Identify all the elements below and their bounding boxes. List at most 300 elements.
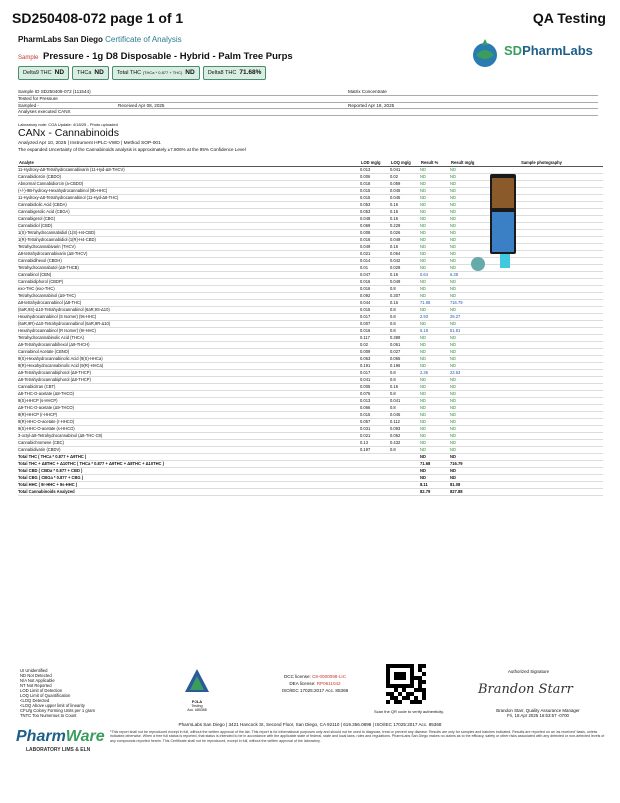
lab-address: PharmLabs San Diego | 3421 Hancock St, Second Floor, San Diego, CA 92110 | 619.356.0898 | ISO/IEC 17025:2017 Acc. 85368 (178, 722, 442, 727)
result-pct: 2.36 (420, 370, 450, 377)
result-mg: 6.38 (450, 272, 480, 279)
pjla-sub: Testing (191, 704, 203, 708)
total-pct: 82.79 (420, 489, 450, 496)
lod-value: 0.021 (360, 251, 390, 258)
total-pct: ND (420, 454, 450, 461)
analyte-name: Cannabicitran (CBT) (18, 384, 360, 391)
legend-item: NT Not Reported (20, 683, 52, 688)
lod-value: 0.015 (360, 412, 390, 419)
lod-value: 0.006 (360, 174, 390, 181)
sample-name (18, 51, 293, 62)
legend-item: TNTC Too Numerous to Count (20, 713, 77, 718)
sample-name-text: Pressure - 1g D8 Disposable - Hybrid - Palm Tree Purps (42, 51, 293, 62)
lod-value: 0.01 (360, 265, 390, 272)
sampled: Sampled - (18, 102, 39, 108)
lod-value: 0.117 (360, 335, 390, 342)
lod-value: 0.015 (360, 188, 390, 195)
lod-value: 0.066 (360, 405, 390, 412)
result-pct: ND (420, 405, 450, 412)
analyte-name: 9(S)-HHCP (s-HHCP) (18, 398, 360, 405)
photo-cell (480, 293, 603, 300)
analyte-name: 3-octyl-Δ8-Tetrahydrocannabinol (Δ8-THC-C8) (18, 433, 360, 440)
lod-value: 0.021 (360, 433, 390, 440)
result-pct: ND (420, 321, 450, 328)
result-pct: ND (420, 307, 450, 314)
loq-value: 0.064 (390, 251, 420, 258)
photo-cell (480, 426, 603, 433)
photo-cell (480, 307, 603, 314)
table-row (18, 426, 603, 433)
analyte-name: Cannabidivarin (CBDV) (18, 447, 360, 454)
result-mg: ND (450, 384, 480, 391)
result-mg: ND (450, 230, 480, 237)
loq-value: 0.16 (390, 202, 420, 209)
photo-cell (480, 419, 603, 426)
total-name: Total THC + Δ8THC + Δ10THC ( THCa * 0.877 + Δ9THC + Δ8THC + Δ10THC ) (18, 461, 420, 468)
analyte-name: 11-Hydroxy-Δ8-Tetrahydrocannabivarin (11-Hyd-Δ8-THCV) (18, 167, 360, 174)
result-mg: 29.27 (450, 314, 480, 321)
lod-value: 0.076 (360, 391, 390, 398)
table-row (18, 356, 603, 363)
result-pct: ND (420, 209, 450, 216)
analyte-name: Δ9-THC-O-acetate (Δ9-THCO) (18, 405, 360, 412)
badge-total-thc (112, 66, 200, 80)
result-pct: ND (420, 174, 450, 181)
photo-cell (480, 279, 603, 286)
table-row (18, 405, 603, 412)
result-mg: ND (450, 216, 480, 223)
dcc-license: C8-0000098-LIC (312, 674, 347, 679)
lod-value: 0.015 (360, 195, 390, 202)
photo-cell (480, 475, 603, 482)
loq-value: 0.045 (390, 195, 420, 202)
result-pct: ND (420, 265, 450, 272)
badge-label: Delta9 THC (23, 70, 52, 76)
col-photo: Sample photography (480, 155, 603, 167)
photo-cell (480, 342, 603, 349)
table-row (18, 307, 603, 314)
result-mg: 23.63 (450, 370, 480, 377)
photo-cell (480, 468, 603, 475)
result-mg: ND (450, 279, 480, 286)
qr-code[interactable] (386, 664, 426, 704)
result-mg: ND (450, 174, 480, 181)
analyte-name: 1(S)-Tetrahydrocannabidiol (1(S)-H4-CBD) (18, 230, 360, 237)
result-mg: ND (450, 342, 480, 349)
table-row (18, 314, 603, 321)
result-pct: ND (420, 363, 450, 370)
photo-cell (480, 300, 603, 307)
analyte-name: Hexahydrocannabinol (S Isomer) (9s-HHC) (18, 314, 360, 321)
result-pct: ND (420, 167, 450, 174)
analyte-name: Cannabidiphorol (CBDP) (18, 279, 360, 286)
result-pct: ND (420, 195, 450, 202)
pharmware-logo-a: Pharm (16, 728, 66, 745)
loq-value: 0.16 (390, 300, 420, 307)
analyte-name: Cannabigerol (CBG) (18, 216, 360, 223)
lod-value: 0.016 (360, 286, 390, 293)
result-mg: ND (450, 258, 480, 265)
legend-item: LOD Limit of Detection (20, 688, 63, 693)
col-result-mg: Result mg/g (450, 155, 480, 167)
table-row (18, 321, 603, 328)
loq-value: 0.8 (390, 286, 420, 293)
loq-value: 0.029 (390, 265, 420, 272)
result-pct: ND (420, 419, 450, 426)
photo-cell (480, 328, 603, 335)
total-name: Total Cannabinoids Analyzed (18, 489, 420, 496)
total-mg: 716.79 (450, 461, 480, 468)
badge-thca (72, 66, 109, 80)
table-row (18, 335, 603, 342)
result-pct: ND (420, 377, 450, 384)
analyte-name: 9(R)-HHCP (r-HHCP) (18, 412, 360, 419)
lod-value: 0.017 (360, 370, 390, 377)
badge-delta8-thc (203, 66, 267, 80)
loq-value: 0.196 (390, 363, 420, 370)
result-mg: ND (450, 188, 480, 195)
analyte-name: (6aR,9R)-Δ10-Tetrahydrocannabinol (6aR,9R-Δ10) (18, 321, 360, 328)
badge-value: 71.68% (239, 69, 262, 76)
analyte-name: Cannabinol Acetate (CBNO) (18, 349, 360, 356)
analyte-name: (6aR,9S)-Δ10-Tetrahydrocannabinol (6aR,9S-Δ10) (18, 307, 360, 314)
lod-value: 0.053 (360, 202, 390, 209)
analyte-name: Tetrahydrocannabutol (Δ9-THCB) (18, 265, 360, 272)
photo-cell (480, 335, 603, 342)
matrix: Matrix Concentrate (348, 89, 387, 94)
globe-leaf-icon (468, 37, 502, 69)
analyte-name: Tetrahydrocannabinol (Δ9-THC) (18, 293, 360, 300)
total-pct: 8.11 (420, 482, 450, 489)
result-mg: ND (450, 202, 480, 209)
analyte-name: Δ8-tetrahydrocannabinol (Δ8-THC) (18, 300, 360, 307)
table-row (18, 412, 603, 419)
result-pct: ND (420, 237, 450, 244)
license-block (270, 673, 360, 694)
table-row (18, 419, 603, 426)
pharmware-sub: LABORATORY LIMS & ELN (26, 747, 91, 753)
loq-value: 0.065 (390, 356, 420, 363)
loq-value: 0.16 (390, 209, 420, 216)
loq-value: 0.8 (390, 370, 420, 377)
result-mg: ND (450, 356, 480, 363)
report-code: SD250408-072 page 1 of 1 (12, 10, 184, 26)
lod-value: 0.015 (360, 307, 390, 314)
lod-value: 0.041 (360, 377, 390, 384)
lod-value: 0.02 (360, 342, 390, 349)
pjla-triangle-icon (184, 668, 210, 694)
photo-cell (480, 377, 603, 384)
table-row (18, 370, 603, 377)
table-row (18, 293, 603, 300)
total-name: Total CBG ( CBGa * 0.877 + CBG ) (18, 475, 420, 482)
result-mg: ND (450, 195, 480, 202)
result-mg: ND (450, 412, 480, 419)
photo-cell (480, 447, 603, 454)
result-pct: ND (420, 258, 450, 265)
result-mg: ND (450, 265, 480, 272)
table-row (18, 433, 603, 440)
product-photo-image (470, 164, 528, 274)
loq-value: 0.8 (390, 321, 420, 328)
lod-value: 0.007 (360, 321, 390, 328)
photo-cell (480, 370, 603, 377)
dea-license: RP0611042 (316, 681, 341, 686)
col-lod: LOD mg/g (360, 155, 390, 167)
photo-cell (480, 384, 603, 391)
tested-for: Tested for Pressure (18, 95, 58, 101)
lod-value: 0.018 (360, 181, 390, 188)
disclaimer: *This report shall not be reproduced except in full, without the written approval of the lab. This report is for informational purposes only and should not be used to diagnose, treat or prevent any disease. Results are only for samples and batches indicated. Results are reported on an 'as received' basis, unless indicated otherwise. When a free full status is reported, that status is intended to be in accordance with the applicable state of federal, state and local laws, rules and regulations. PharmLabs San Diego makes no claims as to the efficacy, safety or other risks associated with any detected or non-detected levels of any compounds reported herein. This Certificate shall not be reproduced, except in full, without the written approval of the laboratory. (110, 730, 605, 743)
loq-value: 0.16 (390, 244, 420, 251)
result-mg: ND (450, 335, 480, 342)
total-row (18, 482, 603, 489)
uncertainty-line: The expanded Uncertainty of the Cannabinoids analysis is approximately ±7.806% at the 95% Confidence Level (18, 147, 246, 152)
result-mg: ND (450, 307, 480, 314)
analyte-name: Cannabidihexol (CBDH) (18, 258, 360, 265)
result-pct: ND (420, 426, 450, 433)
lod-value: 0.092 (360, 293, 390, 300)
result-mg: ND (450, 349, 480, 356)
result-mg: ND (450, 286, 480, 293)
badge-sub: (THCa * 0.877 + THC) (142, 70, 183, 75)
lod-value: 0.049 (360, 244, 390, 251)
result-mg: ND (450, 293, 480, 300)
pharmware-logo-b: Ware (65, 728, 105, 745)
reported: Reported Apr 18, 2025 (348, 102, 395, 108)
lod-value: 0.191 (360, 363, 390, 370)
total-name: Total HHC ( 9r-HHC + 9s-HHC ) (18, 482, 420, 489)
photo-cell (480, 391, 603, 398)
logo-text-pharmlabs: PharmLabs (522, 43, 593, 58)
result-pct: ND (420, 188, 450, 195)
total-name: Total THC ( THCa * 0.877 + Δ9THC ) (18, 454, 420, 461)
lod-value: 0.063 (360, 356, 390, 363)
document-type: Certificate of Analysis (105, 35, 182, 44)
loq-value: 0.02 (390, 174, 420, 181)
table-row (18, 328, 603, 335)
analyte-name: Cannabigerolic Acid (CBGA) (18, 209, 360, 216)
loq-value: 0.229 (390, 223, 420, 230)
lod-value: 0.016 (360, 237, 390, 244)
legend-item: <LOQ Above upper limit of linearity (20, 703, 85, 708)
badge-value: ND (94, 69, 104, 76)
photo-cell (480, 286, 603, 293)
loq-value: 0.041 (390, 167, 420, 174)
total-pct: ND (420, 475, 450, 482)
loq-value: 0.389 (390, 335, 420, 342)
lod-value: 0.009 (360, 349, 390, 356)
total-name: Total CBD ( CBDa * 0.877 + CBD ) (18, 468, 420, 475)
photo-cell (480, 356, 603, 363)
result-pct: ND (420, 356, 450, 363)
qr-caption: Scan the QR code to verify authenticity. (374, 709, 444, 714)
analyte-name: Hexahydrocannabinol (R Isomer) (9r-HHC) (18, 328, 360, 335)
result-pct: ND (420, 398, 450, 405)
loq-value: 0.16 (390, 216, 420, 223)
total-row (18, 454, 603, 461)
result-pct: ND (420, 279, 450, 286)
loq-value: 0.8 (390, 377, 420, 384)
analyte-name: 9(R)-Hexahydrocannabinolic Acid (9(R)-HHCa) (18, 363, 360, 370)
total-pct: ND (420, 468, 450, 475)
lod-value: 0.031 (360, 426, 390, 433)
loq-value: 0.112 (390, 419, 420, 426)
result-pct: ND (420, 335, 450, 342)
pharmware-logo (16, 728, 105, 746)
analyte-name: 9(S)-HHC-O-acetate (s-HHCO) (18, 426, 360, 433)
loq-value: 0.045 (390, 188, 420, 195)
result-pct: ND (420, 433, 450, 440)
total-row (18, 468, 603, 475)
lod-value: 0.057 (360, 419, 390, 426)
photo-cell (480, 398, 603, 405)
iso-accreditation: ISO/IEC 17025:2017 Acc. 85368 (281, 688, 349, 693)
lod-value: 0.044 (360, 300, 390, 307)
logo-text-sd: SD (504, 43, 523, 58)
loq-value: 0.045 (390, 412, 420, 419)
lod-value: 0.053 (360, 209, 390, 216)
photo-cell (480, 405, 603, 412)
signature-image: Brandon Starr (478, 682, 573, 697)
analyte-name: Δ9-Tetrahydrocannabihexol (Δ9-THCH) (18, 342, 360, 349)
loq-value: 0.8 (390, 447, 420, 454)
dea-label: DEA license: (289, 681, 316, 686)
loq-value: 0.8 (390, 391, 420, 398)
result-mg: ND (450, 321, 480, 328)
analyte-name: Cannabidiol (CBD) (18, 223, 360, 230)
sample-info-block (18, 89, 598, 128)
table-row (18, 447, 603, 454)
loq-value: 0.062 (390, 433, 420, 440)
pjla-acc: Acc. #85368 (187, 708, 207, 712)
legend-item: UI Unidentified (20, 668, 48, 673)
badge-label: Delta8 THC (207, 70, 237, 76)
loq-value: 0.026 (390, 230, 420, 237)
table-row (18, 377, 603, 384)
result-mg: ND (450, 251, 480, 258)
photo-cell (480, 433, 603, 440)
analyzed-line: Analyzed Apr 10, 2025 | Instrument HPLC-VWD | Method SOP-001 (18, 141, 161, 146)
signature-date: Fri, 18 Apr 2025 16:53:57 -0700 (506, 713, 569, 718)
section-title: CANx - Cannabinoids (18, 127, 119, 139)
qa-testing-label: QA Testing (532, 10, 606, 26)
total-row (18, 489, 603, 496)
result-mg: ND (450, 377, 480, 384)
result-pct: ND (420, 230, 450, 237)
result-pct: ND (420, 244, 450, 251)
photo-cell (480, 454, 603, 461)
lod-value: 0.005 (360, 384, 390, 391)
lab-name-text: PharmLabs San Diego (18, 35, 103, 44)
pjla-logo (184, 668, 210, 710)
legend-item: LOQ Limit of Quantification (20, 693, 71, 698)
abbreviation-legend (20, 668, 95, 718)
legend-item: CFU/g Colony Forming Units per 1 gram (20, 708, 95, 713)
pjla-name: PJLA (191, 699, 203, 704)
photo-cell (480, 489, 603, 496)
sdpharmlabs-logo (468, 37, 608, 69)
lod-value: 0.014 (360, 258, 390, 265)
loq-value: 0.027 (390, 349, 420, 356)
result-mg: ND (450, 223, 480, 230)
photo-cell (480, 321, 603, 328)
result-mg: ND (450, 433, 480, 440)
table-row (18, 349, 603, 356)
result-pct: ND (420, 342, 450, 349)
legend-item: ND Not Detected (20, 673, 52, 678)
result-mg: ND (450, 440, 480, 447)
analyte-name: Tetrahydrocannabinolic Acid (THCA) (18, 335, 360, 342)
analyte-name: Δ8-tetrahydrocannabivarin (Δ8-THCV) (18, 251, 360, 258)
lod-value: 0.047 (360, 272, 390, 279)
sample-tag: Sample (18, 55, 39, 61)
lod-value: 0.069 (360, 223, 390, 230)
lod-value: 0.13 (360, 440, 390, 447)
result-pct: ND (420, 391, 450, 398)
total-mg: 827.88 (450, 489, 480, 496)
result-pct: ND (420, 223, 450, 230)
lod-value: 0.048 (360, 216, 390, 223)
loq-value: 0.432 (390, 440, 420, 447)
loq-value: 0.8 (390, 314, 420, 321)
result-mg: ND (450, 447, 480, 454)
photo-cell (480, 412, 603, 419)
result-mg: ND (450, 391, 480, 398)
result-mg: ND (450, 181, 480, 188)
loq-value: 0.307 (390, 293, 420, 300)
result-mg: 51.81 (450, 328, 480, 335)
result-mg: ND (450, 363, 480, 370)
lod-value: 0.016 (360, 328, 390, 335)
result-pct: ND (420, 412, 450, 419)
table-row (18, 384, 603, 391)
col-analyte: Analyte (18, 155, 360, 167)
result-mg: ND (450, 237, 480, 244)
result-pct: ND (420, 181, 450, 188)
photo-cell (480, 363, 603, 370)
analyte-name: Cannabinol (CBN) (18, 272, 360, 279)
analyte-name: Abnormal Cannabidiorcin (a-CBDO) (18, 181, 360, 188)
loq-value: 0.042 (390, 258, 420, 265)
result-pct: ND (420, 216, 450, 223)
lod-value: 0.197 (360, 447, 390, 454)
total-mg: 81.08 (450, 482, 480, 489)
analyte-name: Cannabidiorcin (CBDO) (18, 174, 360, 181)
loq-value: 0.8 (390, 307, 420, 314)
badge-value: ND (185, 69, 195, 76)
result-mg: ND (450, 209, 480, 216)
lod-value: 0.017 (360, 314, 390, 321)
lod-value: 0.008 (360, 230, 390, 237)
lod-value: 0.016 (360, 279, 390, 286)
analyte-name: 9(S)-Hexahydrocannabinolic Acid (9(S)-HHCa) (18, 356, 360, 363)
result-pct: ND (420, 286, 450, 293)
badge-label: THCa (77, 70, 92, 76)
table-row (18, 279, 603, 286)
analyses-executed: Analyses executed CANX (18, 109, 71, 115)
badge-label: Total THC (116, 70, 142, 76)
received: Received Apr 08, 2025 (118, 102, 165, 108)
loq-value: 0.049 (390, 279, 420, 286)
loq-value: 0.049 (390, 237, 420, 244)
table-row (18, 440, 603, 447)
analyte-name: 11-Hydroxy-Δ8-Tetrahydrocannabinol (11-Hyd-Δ8-THC) (18, 195, 360, 202)
sample-photo (470, 164, 528, 274)
legend-item: <LOQ Detected (20, 698, 50, 703)
analyte-name: Δ8-Tetrahydrocannabiphorol (Δ8-THCP) (18, 377, 360, 384)
legend-item: N/A Not Applicable (20, 678, 55, 683)
